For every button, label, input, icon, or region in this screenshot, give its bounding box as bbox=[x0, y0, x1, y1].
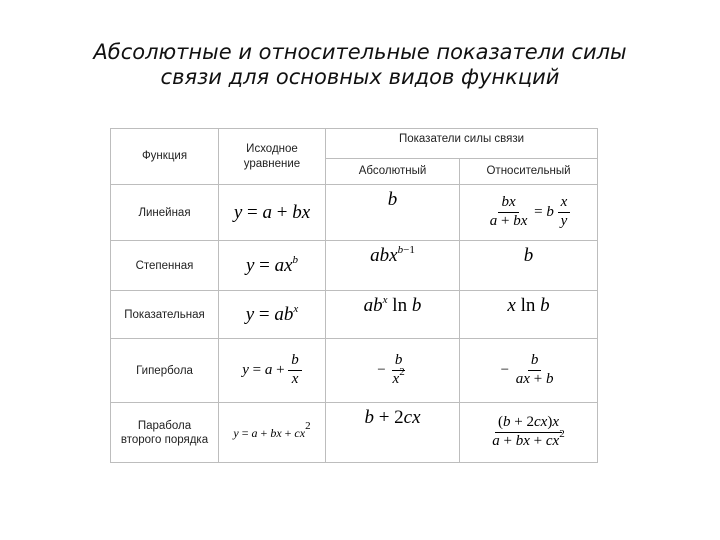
absolute-formula: − $\frac{b}{x^2}$ bbox=[377, 352, 405, 387]
table-header-row bbox=[111, 129, 598, 159]
relative-formula: x ln b bbox=[507, 295, 550, 316]
relative-cell bbox=[460, 403, 598, 463]
function-name: Показательная bbox=[111, 291, 219, 339]
indicators-table bbox=[110, 128, 598, 463]
function-name bbox=[111, 403, 219, 463]
relative-formula: $\frac{(b + 2cx)x}{a + bx + cx^2}$ bbox=[492, 414, 565, 449]
equation-formula: $y = ab^x$ bbox=[245, 302, 299, 325]
relative-formula: b bbox=[523, 245, 534, 266]
relative-formula: $\frac{bx}{a + bx}$ = b $\frac{x}{y}$ bbox=[487, 204, 571, 220]
absolute-cell bbox=[326, 339, 460, 403]
equation-formula: y = a + $\frac{b}{x}$ bbox=[242, 362, 302, 378]
table-row bbox=[111, 339, 598, 403]
header-equation: Исходное уравнение bbox=[219, 129, 326, 185]
absolute-formula: b bbox=[387, 189, 398, 210]
header-relative: Относительный bbox=[460, 159, 598, 185]
function-name-line-2: второго порядка bbox=[120, 433, 209, 446]
table-row bbox=[111, 241, 598, 291]
equation-cell bbox=[219, 403, 326, 463]
absolute-cell bbox=[326, 291, 460, 339]
relative-formula: − $\frac{b}{ax + b}$ bbox=[500, 352, 554, 387]
equation-cell bbox=[219, 339, 326, 403]
equation-cell bbox=[219, 185, 326, 241]
header-absolute: Абсолютный bbox=[326, 159, 460, 185]
function-name: Степенная bbox=[111, 241, 219, 291]
absolute-cell bbox=[326, 403, 460, 463]
title-line-1: Абсолютные и относительные показатели силы bbox=[93, 40, 627, 64]
table-row bbox=[111, 291, 598, 339]
absolute-formula: $ab^x$ ln b bbox=[363, 294, 422, 316]
header-function: Функция bbox=[111, 129, 219, 185]
equation-cell bbox=[219, 291, 326, 339]
relative-cell bbox=[460, 339, 598, 403]
function-name-line-1: Парабола bbox=[137, 419, 192, 432]
absolute-cell bbox=[326, 241, 460, 291]
relative-cell bbox=[460, 185, 598, 241]
equation-cell bbox=[219, 241, 326, 291]
equation-formula: y = a + bx bbox=[233, 201, 311, 223]
absolute-cell bbox=[326, 185, 460, 241]
equation-formula: y = a + bx + $cx^2$ bbox=[233, 419, 311, 440]
header-indicators: Показатели силы связи bbox=[326, 129, 598, 159]
table-row bbox=[111, 403, 598, 463]
relative-cell bbox=[460, 291, 598, 339]
equation-formula: $y = ax^b$ bbox=[245, 253, 299, 276]
table-row bbox=[111, 185, 598, 241]
title-line-2: связи для основных видов функций bbox=[160, 65, 560, 89]
relative-cell bbox=[460, 241, 598, 291]
absolute-formula: b + 2cx bbox=[364, 407, 421, 428]
function-name: Гипербола bbox=[111, 339, 219, 403]
function-name: Линейная bbox=[111, 185, 219, 241]
absolute-formula: abx$^{b-1}$ bbox=[370, 244, 415, 266]
slide-title bbox=[0, 40, 720, 90]
